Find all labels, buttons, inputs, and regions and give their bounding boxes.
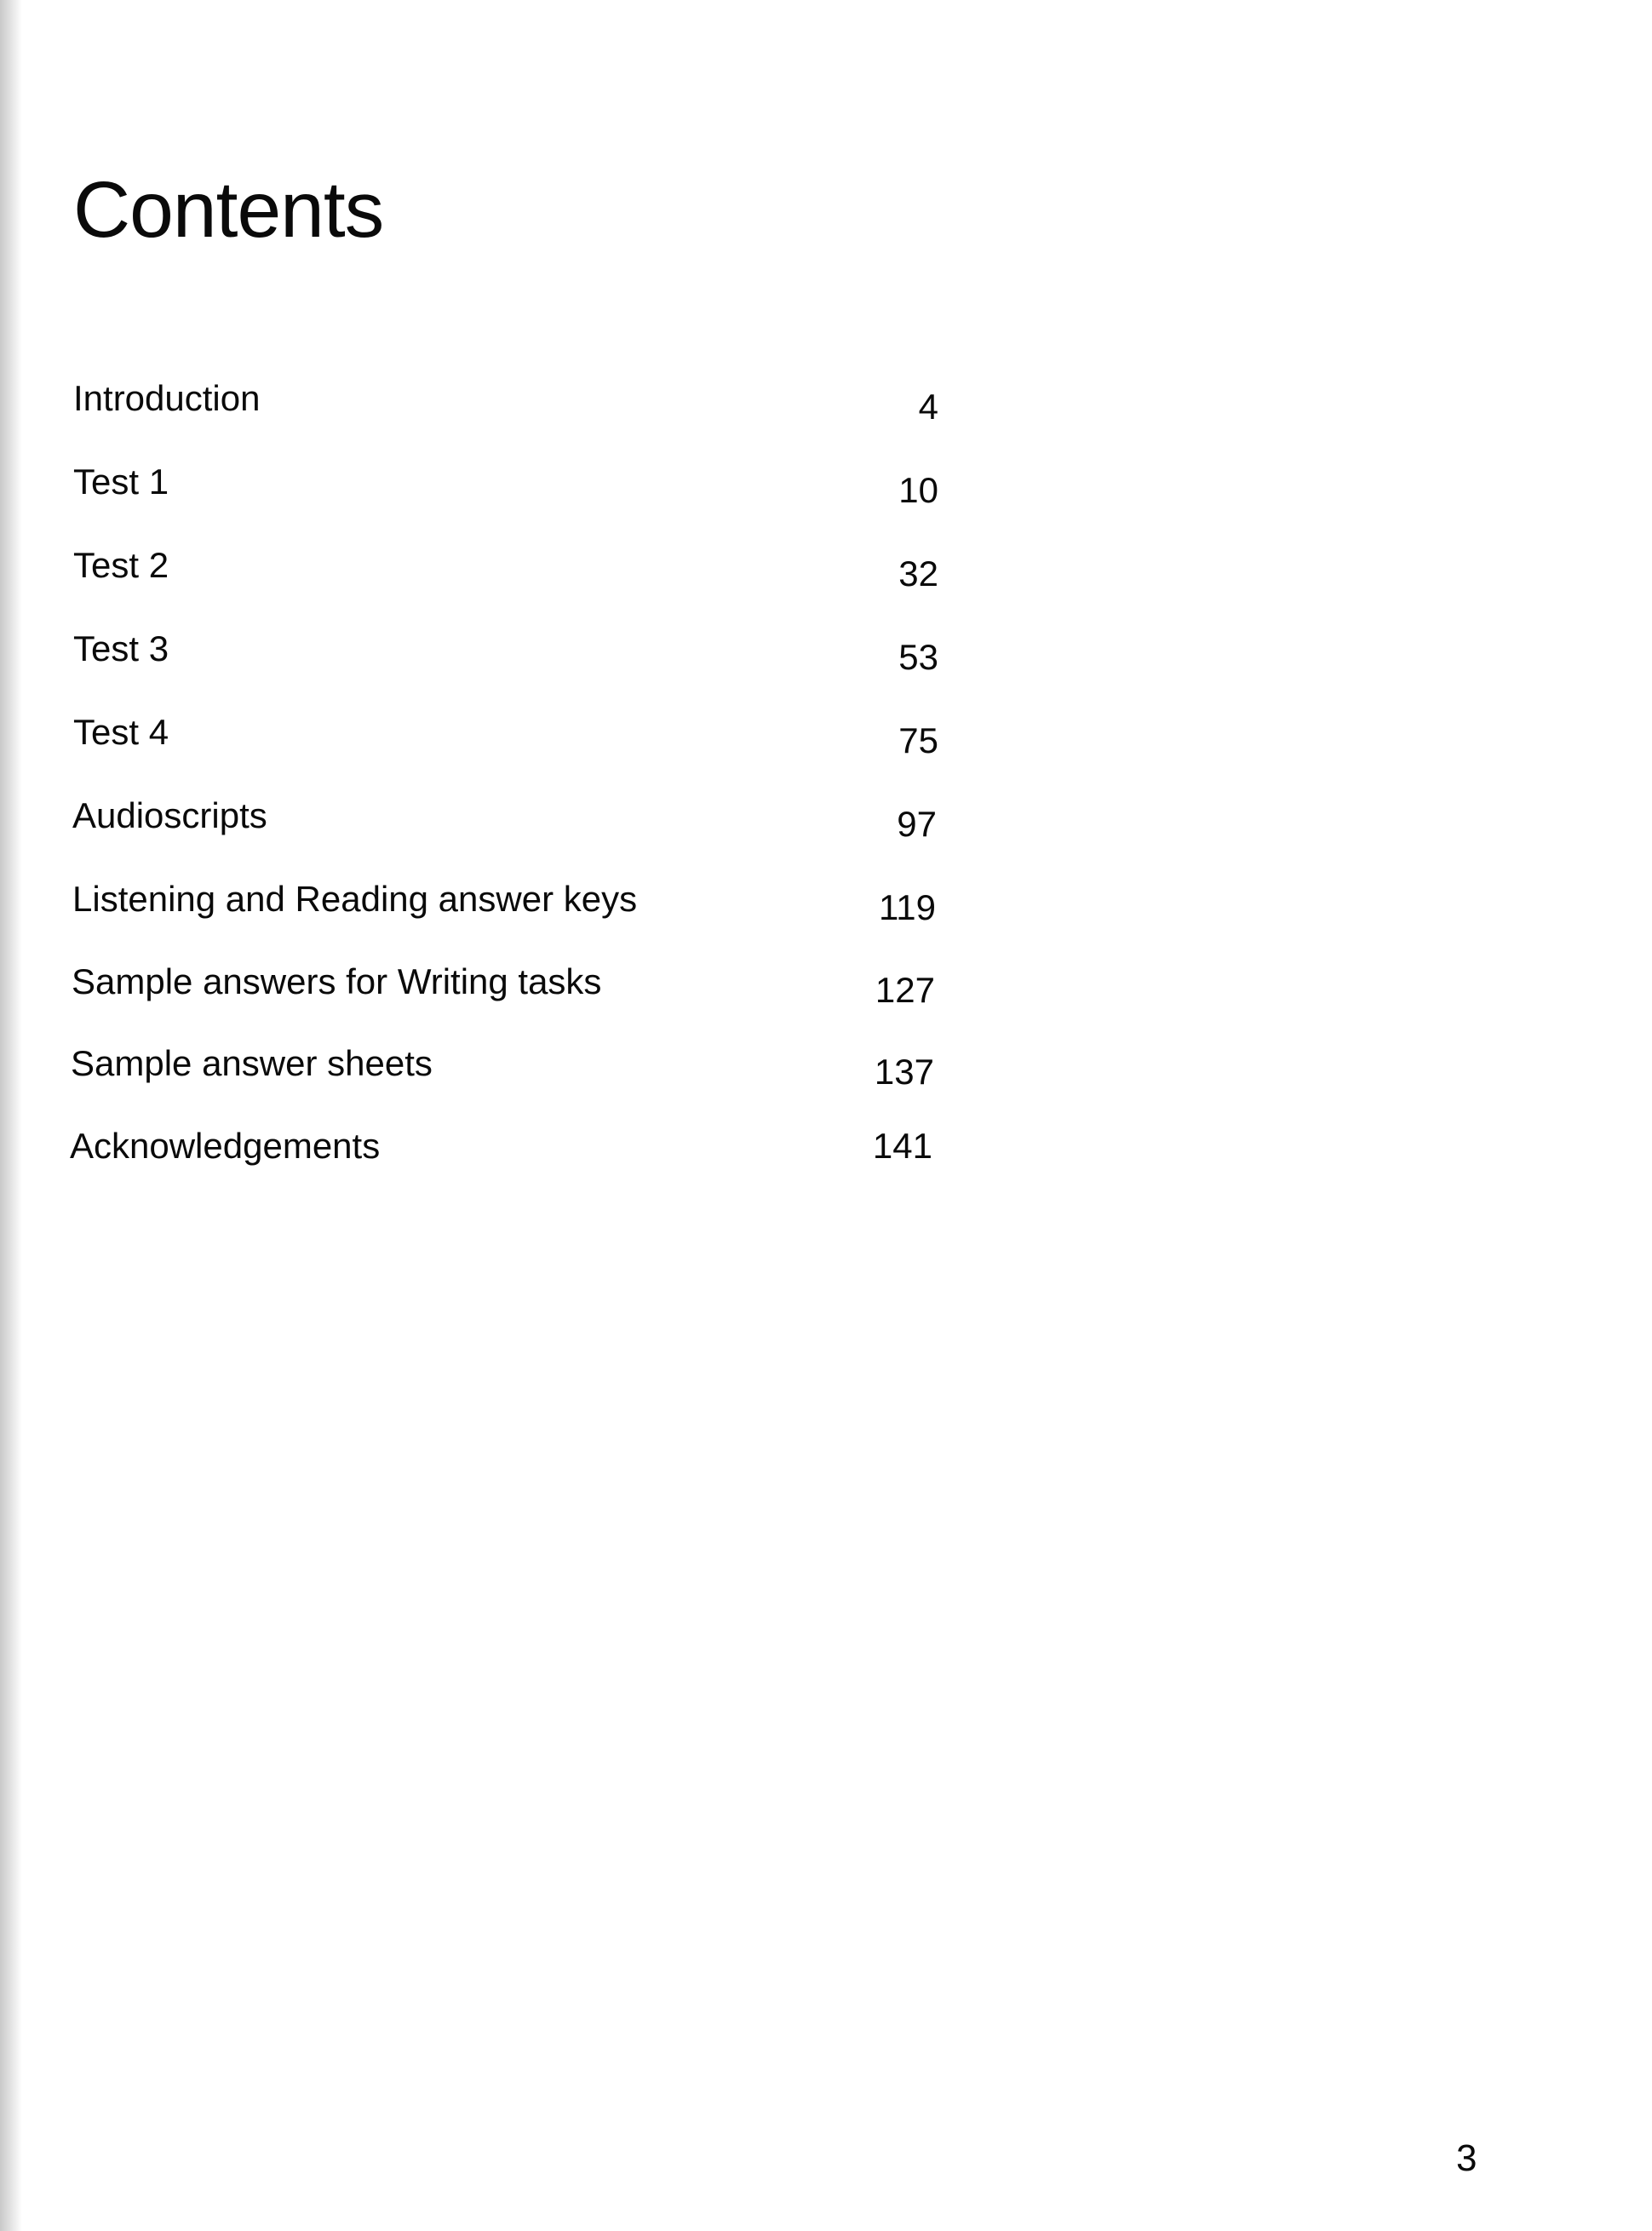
toc-entry-label: Acknowledgements	[70, 1126, 381, 1166]
toc-entry-label: Sample answers for Writing tasks	[72, 961, 602, 1001]
toc-entry-page: 97	[897, 804, 937, 844]
toc-entry-page: 53	[898, 637, 938, 677]
toc-entry-label: Introduction	[73, 378, 261, 418]
toc-entry-page: 75	[898, 720, 938, 760]
toc-entry[interactable]	[0, 1043, 1652, 1097]
toc-entry[interactable]	[0, 1128, 1652, 1179]
toc-entry[interactable]	[0, 961, 1652, 1015]
toc-entry[interactable]	[0, 464, 1652, 515]
toc-entry[interactable]	[0, 628, 1652, 682]
toc-entry[interactable]	[0, 545, 1652, 599]
toc-entry[interactable]	[0, 795, 1652, 849]
toc-entry-page: 10	[898, 470, 938, 510]
toc-entry-label: Sample answer sheets	[71, 1043, 433, 1083]
toc-entry-page: 127	[875, 970, 935, 1010]
toc-entry-page: 137	[874, 1052, 934, 1092]
page-title: Contents	[73, 165, 384, 254]
toc-entry-label: Test 1	[73, 462, 169, 502]
toc-entry-page: 4	[918, 387, 938, 427]
toc-entry[interactable]	[0, 378, 1652, 432]
toc-entry-label: Test 4	[73, 712, 169, 752]
toc-entry[interactable]	[0, 881, 1652, 932]
scan-edge-shadow	[0, 0, 22, 2231]
toc-entry-page: 141	[872, 1126, 932, 1166]
toc-entry-page: 32	[898, 553, 938, 594]
toc-entry-page: 119	[879, 887, 936, 927]
page-number: 3	[1456, 2137, 1477, 2179]
toc-entry[interactable]	[0, 714, 1652, 766]
toc-entry-label: Test 2	[73, 545, 169, 585]
toc-entry-label: Audioscripts	[72, 795, 267, 835]
toc-entry-label: Test 3	[73, 628, 169, 668]
toc-entry-label: Listening and Reading answer keys	[72, 879, 638, 919]
